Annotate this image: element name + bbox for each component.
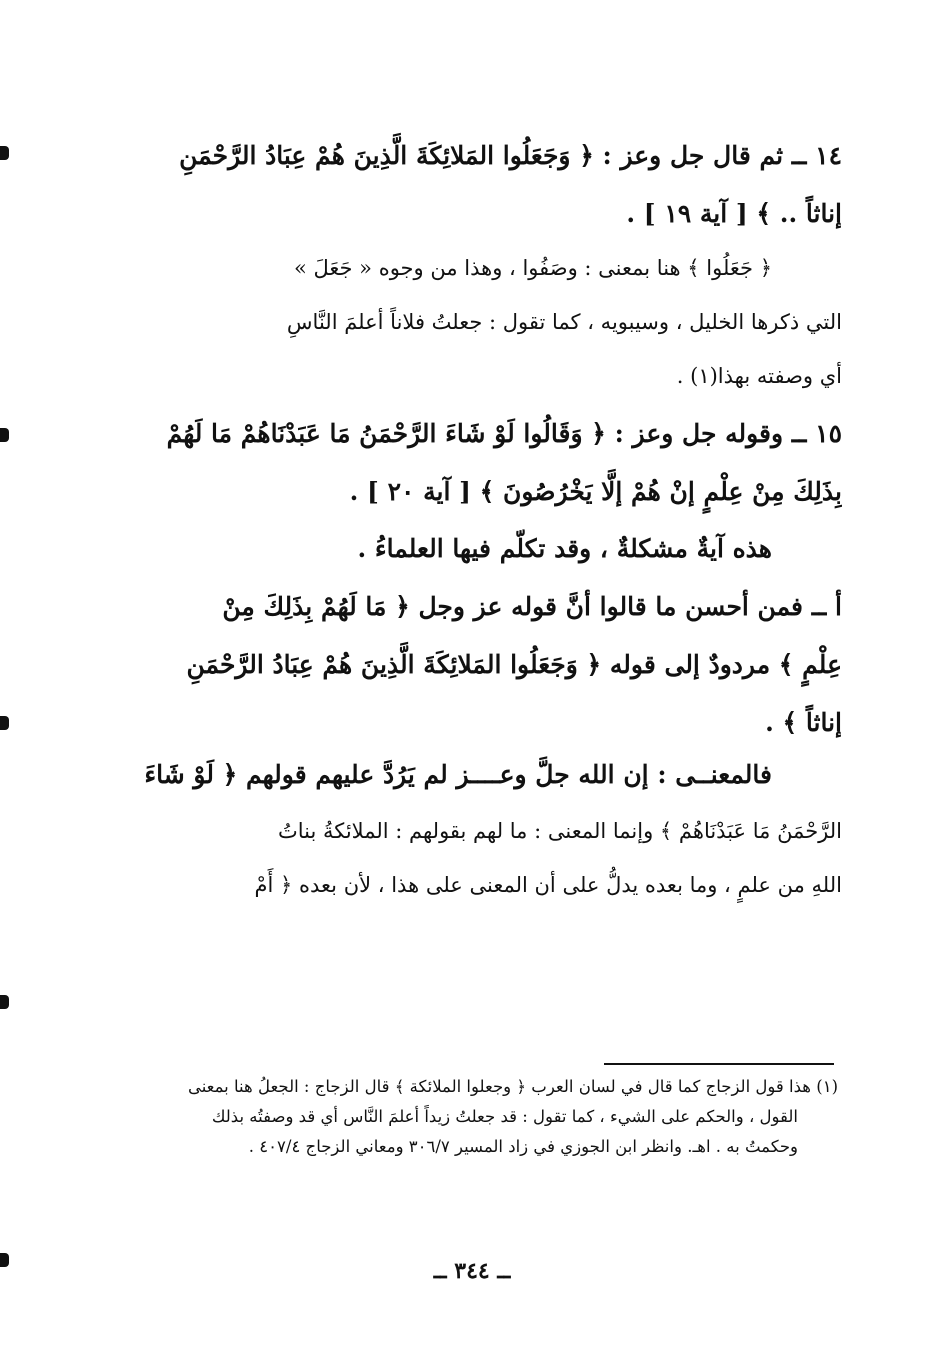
point-a-line-1: أ ــ فمن أحسن ما قالوا أنَّ قوله عز وجل ﴿ مَا لَهُمْ بِذَلِكَ مِنْ [222,592,842,621]
remark-15-line-1: هذه آيةٌ مشكلةٌ ، وقد تكلّم فيها العلماءُ . [357,534,772,563]
footnote [90,1072,838,1162]
verse-15 [100,405,842,521]
point-a-line-3: إناثاً ﴾ . [765,708,842,737]
verse-14 [100,127,842,243]
footnote-line-3: وحكمتُ به . اهـ. وانظر ابن الجوزي في زاد المسير ٣٠٦/٧ ومعاني الزجاج ٤٠٧/٤ . [248,1137,798,1156]
margin-mark [0,995,9,1009]
margin-mark [0,428,9,442]
meaning-line-2: الرَّحْمَنُ مَا عَبَدْنَاهُمْ ﴾ وإنما المعنى : ما لهم بقولهم : الملائكةُ بناتُ [277,819,842,843]
point-a-line-2: عِلْمٍ ﴾ مردودٌ إلى قوله ﴿ وَجَعَلُوا المَلائِكَةَ الَّذِينَ هُمْ عِبَادُ الرَّحْمَنِ [186,650,842,679]
verse-14-line-1: ١٤ ــ ثم قال جل وعز : ﴿ وَجَعَلُوا المَلائِكَةَ الَّذِينَ هُمْ عِبَادُ الرَّحْمَنِ [179,141,842,170]
commentary-14-line-2: التي ذكرها الخليل ، وسيبويه ، كما تقول : جعلتُ فلاناً أعلمَ النَّاسِ [286,310,842,334]
footnote-line-2: القول ، والحكم على الشيء ، كما تقول : قد جعلتُ زيداً أعلمَ النَّاس أي قد وصفتُه بذلك [211,1107,798,1126]
margin-mark [0,716,9,730]
commentary-14-line-1: ﴿ جَعَلُوا ﴾ هنا بمعنى : وصَفُوا ، وهذا من وجوه « جَعَلَ » [293,256,772,280]
meaning-line-3: اللهِ من علمٍ ، وما بعده يدلُّ على أن المعنى على هذا ، لأن بعده ﴿ أَمْ [254,873,842,897]
meaning-line-1: فالمعنــى : إن الله جلَّ وعــــز لم يَرُدَّ عليهم قولهم ﴿ لَوْ شَاءَ [144,760,772,789]
page-number: ــ ٣٤٤ ــ [433,1258,511,1284]
remark-15 [100,520,842,578]
verse-15-line-1: ١٥ ــ وقوله جل وعز : ﴿ وَقَالُوا لَوْ شَاءَ الرَّحْمَنُ مَا عَبَدْنَاهُمْ مَا لَهُمْ [166,419,842,448]
commentary-14 [100,241,842,403]
commentary-14-line-3: أي وصفته بهذا(١) . [676,364,842,388]
point-a [100,578,842,752]
meaning-paragraph [100,746,842,912]
footnote-line-1: (١) هذا قول الزجاج كما قال في لسان العرب ﴿ وجعلوا الملائكة ﴾ قال الزجاج : الجعلُ هنا بمعنى [187,1077,838,1096]
margin-mark [0,146,9,160]
verse-15-line-2: بِذَلِكَ مِنْ عِلْمٍ إنْ هُمْ إلَّا يَخْرُصُونَ ﴾ [ آية ٢٠ ] . [349,477,842,506]
footnote-separator [604,1063,834,1065]
verse-14-line-2: إناثاً .. ﴾ [ آية ١٩ ] . [626,199,842,228]
